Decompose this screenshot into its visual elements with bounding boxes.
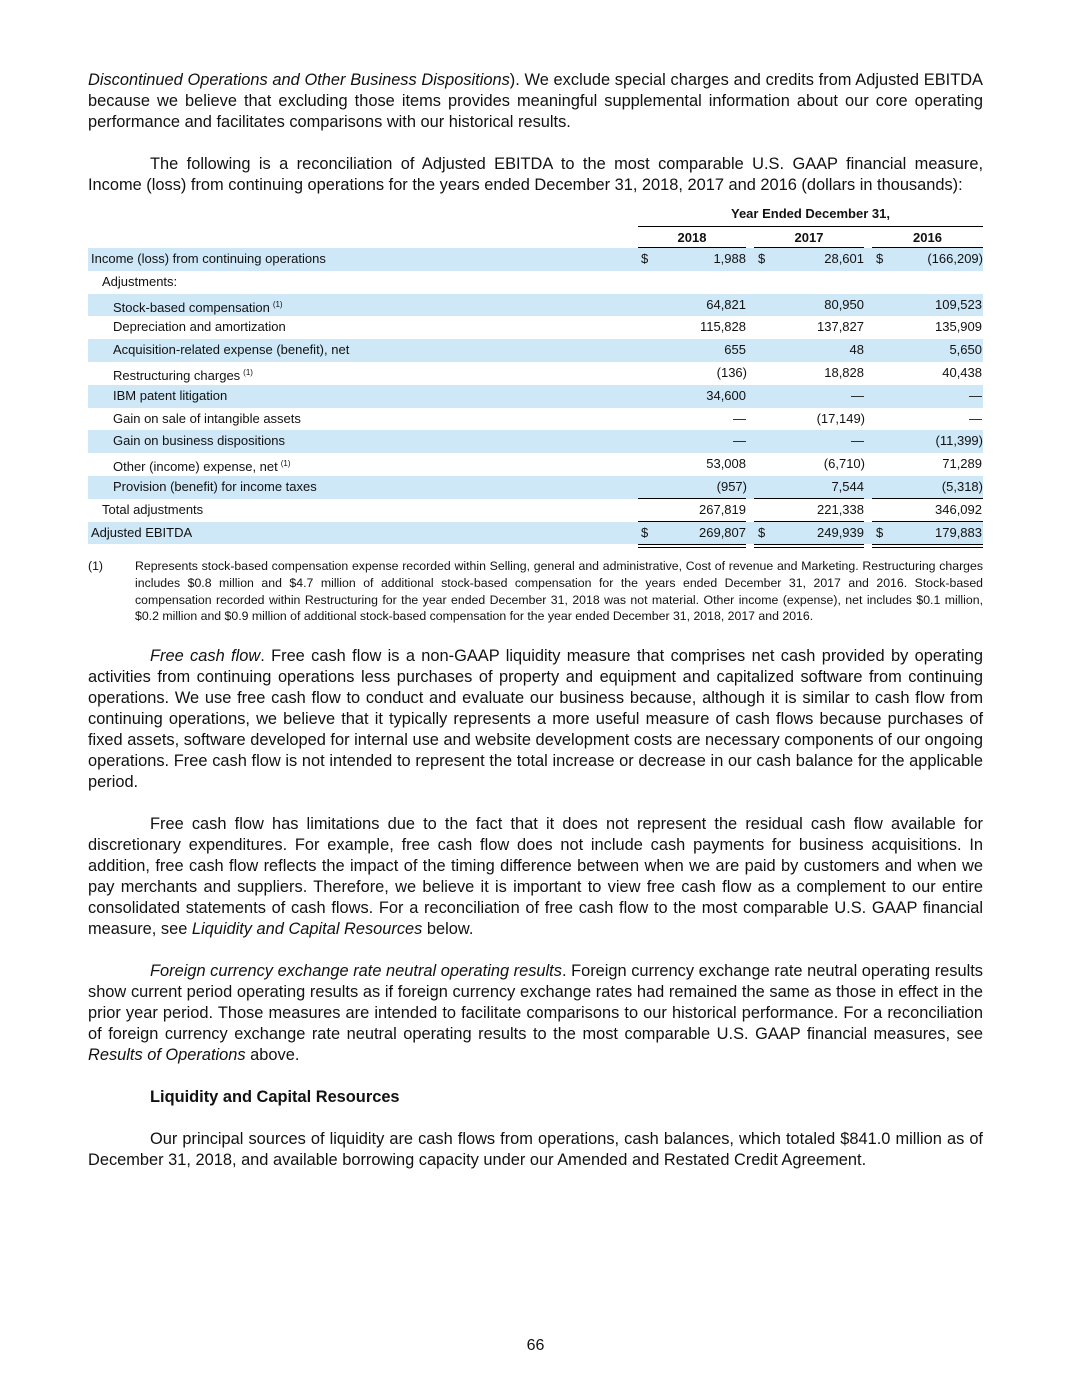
footnote xyxy=(88,558,983,624)
table-row xyxy=(88,362,983,385)
table-row xyxy=(88,522,983,545)
table-row xyxy=(88,271,983,294)
row-label: Adjustments: xyxy=(102,273,178,289)
row-label: Gain on sale of intangible assets xyxy=(113,410,301,426)
row-label: Adjusted EBITDA xyxy=(91,524,193,540)
cell-value: (136) xyxy=(716,364,747,380)
cell-value: 269,807 xyxy=(699,524,746,540)
footnote-ref: (1) xyxy=(280,459,291,469)
cell-value: 64,821 xyxy=(706,296,746,312)
reconciliation-table xyxy=(88,204,983,544)
cell-value: (5,318) xyxy=(941,478,983,494)
fcf-limitations-text: Free cash flow has limitations due to the fact that it does not represent the residual cash flow available for discretionary expenditures. For example, free cash flow does not include cash payments for business acquisitions. In addition, free cash flow reflects the impact of the timing difference between when we are paid by customers and when we pay merchants and suppliers. Therefore, we believe it is important to view free cash flow as a complement to our entire consolidated statements of cash flows. For a reconciliation of free cash flow to the most comparable U.S. GAAP financial measure, see xyxy=(88,814,983,938)
cell-value: 18,828 xyxy=(824,364,864,380)
cell-value: — xyxy=(851,433,864,449)
year-header-2016: 2016 xyxy=(913,230,942,245)
table-row xyxy=(88,499,983,522)
currency-symbol: $ xyxy=(641,524,649,540)
row-label: Acquisition-related expense (benefit), net xyxy=(113,342,350,358)
fx-tail: above. xyxy=(245,1045,300,1064)
cell-value: 40,438 xyxy=(942,364,982,380)
year-header-2017: 2017 xyxy=(794,230,824,245)
table-row xyxy=(88,294,983,317)
cell-value: 179,883 xyxy=(935,524,982,540)
currency-symbol: $ xyxy=(876,524,884,540)
cell-value: 137,827 xyxy=(817,319,864,335)
cell-value: 249,939 xyxy=(817,524,864,540)
row-label: Stock-based compensation xyxy=(113,299,270,315)
footnote-text: Represents stock-based compensation expense recorded within Selling, general and administrative, Cost of revenue and Marketing. Restructuring charges includes $0.8 million and $4.7 million of additional stock-based compensation for the years ended December 31, 2017 and 2016. Stock-based compensation recorded within Restructuring for the year ended December 31, 2018 was not material. Other income (expense), net includes $0.1 million, $0.2 million and $0.9 million of additional stock-based compensation for the year ended December 31, 2018, 2017 and 2016. xyxy=(135,559,983,624)
table-row xyxy=(88,408,983,431)
cell-value: 135,909 xyxy=(935,319,982,335)
row-label: Depreciation and amortization xyxy=(113,319,286,335)
footnote-marker: (1) xyxy=(88,559,104,574)
cell-value: 267,819 xyxy=(699,501,746,517)
row-label: Restructuring charges xyxy=(113,367,241,383)
cell-value: 34,600 xyxy=(706,387,746,403)
cell-value: 221,338 xyxy=(817,501,864,517)
cell-value: (957) xyxy=(716,478,747,494)
cell-value: 5,650 xyxy=(949,342,982,358)
table-row xyxy=(88,385,983,408)
intro-rest: ). We exclude special charges and credits from Adjusted EBITDA because we believe that excluding those items provides meaningful supplemental information about our core operating performance and facilitates comparisons with our historical results. xyxy=(88,71,983,131)
fx-italic-lead: Foreign currency exchange rate neutral operating results xyxy=(150,961,562,980)
row-label: Total adjustments xyxy=(102,501,204,517)
fcf-rest: . Free cash flow is a non-GAAP liquidity measure that comprises net cash provided by operating activities from continuing operations less purchases of property and equipment and capitalized software from continuing operations. We use free cash flow to conduct and evaluate our business because, although it is similar to cash flow from continuing operations, we believe that it typically represents a more useful measure of cash flows because purchases of fixed assets, software developed for internal use and website development costs are necessary components of our ongoing operations. Free cash flow is not intended to represent the total increase or decrease in our cash balance for the applicable period. xyxy=(88,646,983,791)
reconciliation-intro-text: The following is a reconciliation of Adjusted EBITDA to the most comparable U.S. GAAP financial measure, Income (loss) from continuing operations for the years ended December 31, 2018, 2017 and 2016 (dollars in thousands): xyxy=(88,155,983,194)
row-label: Provision (benefit) for income taxes xyxy=(113,478,317,494)
row-label: Other (income) expense, net xyxy=(113,459,278,475)
liquidity-paragraph xyxy=(88,1129,983,1171)
page-number: 66 xyxy=(526,1337,545,1354)
liquidity-heading-text: Liquidity and Capital Resources xyxy=(150,1087,400,1106)
cell-value: (166,209) xyxy=(927,251,983,266)
cell-value: 53,008 xyxy=(706,456,746,472)
fcf-italic-lead: Free cash flow xyxy=(150,646,261,665)
fcf-paragraph xyxy=(88,646,983,793)
cell-value: — xyxy=(969,410,982,426)
liquidity-text: Our principal sources of liquidity are cash flows from operations, cash balances, which totaled $841.0 million as of December 31, 2018, and available borrowing capacity under our Amended and Restated Credit Agreement. xyxy=(88,1129,983,1169)
fx-rest: . Foreign currency exchange rate neutral operating results show current period operating results as if foreign currency exchange rates had remained the same as those in effect in the prior year period. Those measures are intended to facilitate comparisons to our historical performance. For a reconciliation of foreign currency exchange rate neutral operating results to the most comparable U.S. GAAP financial measures, see xyxy=(88,961,983,1043)
currency-symbol: $ xyxy=(641,251,649,266)
currency-symbol: $ xyxy=(758,524,766,540)
intro-italic-lead: Discontinued Operations and Other Business Dispositions xyxy=(88,71,510,89)
cell-value: 655 xyxy=(724,342,746,358)
intro-paragraph xyxy=(88,70,983,133)
table-row xyxy=(88,430,983,453)
fx-ref: Results of Operations xyxy=(88,1045,246,1064)
cell-value: 346,092 xyxy=(935,501,982,517)
currency-symbol: $ xyxy=(758,251,766,266)
cell-value: 28,601 xyxy=(824,251,864,266)
cell-value: 80,950 xyxy=(824,296,864,312)
cell-value: 109,523 xyxy=(935,296,982,312)
cell-value: (6,710) xyxy=(823,456,865,472)
table-row xyxy=(88,339,983,362)
fcf-limitations-tail: below. xyxy=(422,919,474,938)
document-page xyxy=(88,70,983,1171)
row-label: Income (loss) from continuing operations xyxy=(91,251,326,266)
cell-value: 48 xyxy=(849,342,864,358)
fx-paragraph xyxy=(88,961,983,1066)
table-header-group: Year Ended December 31, xyxy=(731,206,890,221)
cell-value: 71,289 xyxy=(942,456,982,472)
footnote-ref: (1) xyxy=(243,367,253,377)
cell-value: (17,149) xyxy=(816,410,865,426)
year-header-2018: 2018 xyxy=(677,230,707,245)
fcf-limitations-paragraph xyxy=(88,814,983,940)
reconciliation-intro xyxy=(88,154,983,196)
table-row xyxy=(88,453,983,476)
table-row xyxy=(88,248,983,271)
currency-symbol: $ xyxy=(876,251,884,266)
cell-value: 115,828 xyxy=(699,319,746,335)
fcf-limitations-ref: Liquidity and Capital Resources xyxy=(191,919,423,938)
cell-value: — xyxy=(733,410,746,426)
cell-value: — xyxy=(851,387,864,403)
liquidity-heading xyxy=(88,1087,983,1108)
footnote-ref: (1) xyxy=(272,299,283,309)
cell-value: — xyxy=(969,387,982,403)
row-label: IBM patent litigation xyxy=(113,387,228,403)
table-row xyxy=(88,316,983,339)
cell-value: 7,544 xyxy=(831,478,864,494)
cell-value: (11,399) xyxy=(935,433,983,449)
cell-value: — xyxy=(733,433,746,449)
table-row xyxy=(88,476,983,499)
row-label: Gain on business dispositions xyxy=(113,433,285,449)
cell-value: 1,988 xyxy=(713,251,746,266)
